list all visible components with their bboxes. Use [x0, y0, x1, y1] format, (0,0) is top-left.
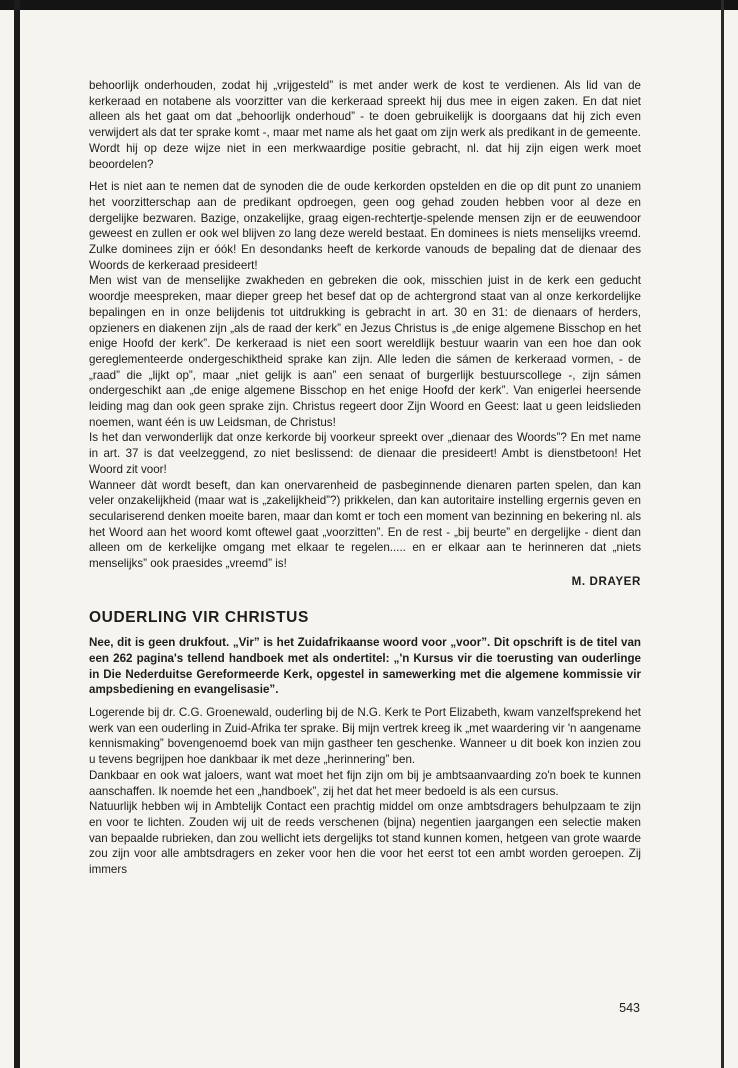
paragraph: Is het dan verwonderlijk dat onze kerkorde bij voorkeur spreekt over „dienaar des Woords”? En met name in art. 37 is dat veelzeggend, zo niet beslissend: de dienaar die presideert! Ambt is dienstbetoon! Het Woord zit voor! [89, 431, 641, 476]
paragraph: Men wist van de menselijke zwakheden en gebreken die ook, misschien juist in de kerk een geducht woordje meespreken, maar dieper greep het besef dat op de achtergrond staat van al onze kerkordelijke bepalingen en in onze belijdenis tot uitdrukking is gebracht in art. 30 en 31: de dienaars of herders, opzieners en diakenen zijn „als de raad der kerk” en Jezus Christus is „de enige algemene Bisschop en het enige Hoofd der kerk”. De kerkeraad is niet een soort wereldlijk bestuur waarin van een hoe dan ook gereglementeerde ondergeschiktheid sprake kan zijn. Alle leden die sámen de kerkeraad vormen, - de „raad” die „lijkt op”, maar „niet gelijk is aan” een senaat of burgerlijk bestuurscollege -, zijn sámen ondergeschikt aan „de enige algemene Bisschop en het enige Hoofd der kerk”. Van enigerlei heersende leiding mag dan ook geen sprake zijn. Christus regeert door Zijn Woord en Geest: laat u geen leidslieden noemen, want één is uw Leidsman, de Christus! [89, 274, 641, 429]
paragraph: Natuurlijk hebben wij in Ambtelijk Contact een prachtig middel om onze ambtsdragers behulpzaam te zijn en voor te lichten. Zouden wij uit de reeds verschenen (bijna) negentien jaargangen een selectie maken van bepaalde rubrieken, dan zou wellicht iets dergelijks tot stand kunnen komen, hetgeen van grote waarde zou zijn voor alle ambtsdragers en zeker voor hen die voor het eerst tot een ambt worden geroepen. Zij immers [89, 800, 641, 877]
paragraph: Het is niet aan te nemen dat de synoden die de oude kerkorden opstelden en die op dit punt zo unaniem het voorzitterschap aan de predikant opdroegen, geen oog gehad zouden hebben voor al deze en dergelijke bezwaren. Bazige, onzakelijke, graag eigen-rechtertje-spelende mensen zijn er de eeuwendoor geweest en zullen er ook wel blijven zo lang deze wereld bestaat. En dominees is niets menselijks vreemd. Zulke dominees zijn er óók! En desondanks heeft de kerkorde vanouds de bepaling dat de dienaar des Woords de kerkeraad presideert! [89, 180, 641, 272]
paragraph: Dankbaar en ook wat jaloers, want wat moet het fijn zijn om bij je ambtsaanvaarding zo'n boek te kunnen aanschaffen. Ik noemde het een „handboek”, zij het dat het meer bedoeld is als een cursus. [89, 768, 641, 798]
paragraph: Wanneer dàt wordt beseft, dan kan onervarenheid de pasbeginnende dienaren parten spelen, dan kan veler onzakelijkheid (maar wat is „zakelijkheid”?) prikkelen, dan kan autoritaire instelling ergernis geven en seculariserend denken moeite baren, maar dan komt er toch een moment van bezinning en bekering nl. als het Woord aan het woord komt oftewel gaat „voorzitten”. En de rest - „bij beurte” en dergelijke - dient dan alleen om de kerkelijke omgang met elkaar te regelen..... en er elkaar aan te herinneren dat „niets menselijks” ook praesides „vreemd” is! [89, 478, 641, 571]
top-border [0, 0, 738, 10]
author-signature: M. DRAYER [571, 574, 641, 588]
page-body [89, 78, 641, 878]
page-number: 543 [619, 1001, 640, 1015]
paragraph: behoorlijk onderhouden, zodat hij „vrijgesteld” is met ander werk de kost te verdienen. Als lid van de kerkeraad en notabene als voorzitter van die kerkeraad spreekt hij dus mee in eigen zaken. En dat niet alleen als het gaat om dat „behoorlijk onderhoud” - te doen gebruikelijk is doorgaans dat hij zich even verwijdert als dat ter sprake komt -, maar met name als het gaat om zijn werk als predikant in de gemeente. Wordt hij op deze wijze niet in een merkwaardige positie gebracht, nl. dat hij zijn eigen werk moet beoordelen? [89, 79, 641, 171]
section-title: OUDERLING VIR CHRISTUS [89, 608, 309, 626]
lead-paragraph: Nee, dit is geen drukfout. „Vir” is het Zuidafrikaanse woord voor „voor”. Dit opschrift is de titel van een 262 pagina's tellend handboek met als ondertitel: „'n Kursus vir die toerusting van ouderlinge in Die Nederduitse Gereformeerde Kerk, opgestel in samewerking met die algemene kommissie vir ampsbediening en evangelisasie”. [89, 636, 641, 697]
left-border [14, 0, 20, 1068]
right-border [721, 0, 724, 1068]
paragraph: Logerende bij dr. C.G. Groenewald, ouderling bij de N.G. Kerk te Port Elizabeth, kwam vanzelfsprekend het werk van een ouderling in Zuid-Afrika ter sprake. Bij mijn vertrek kreeg ik „met waardering vir 'n aangename kennismaking” bovengenoemd boek van mijn gastheer ten geschenke. Wanneer u dit boek kon inzien zou u tevens begrijpen hoe dankbaar ik met deze „herinnering” ben. [89, 706, 641, 767]
